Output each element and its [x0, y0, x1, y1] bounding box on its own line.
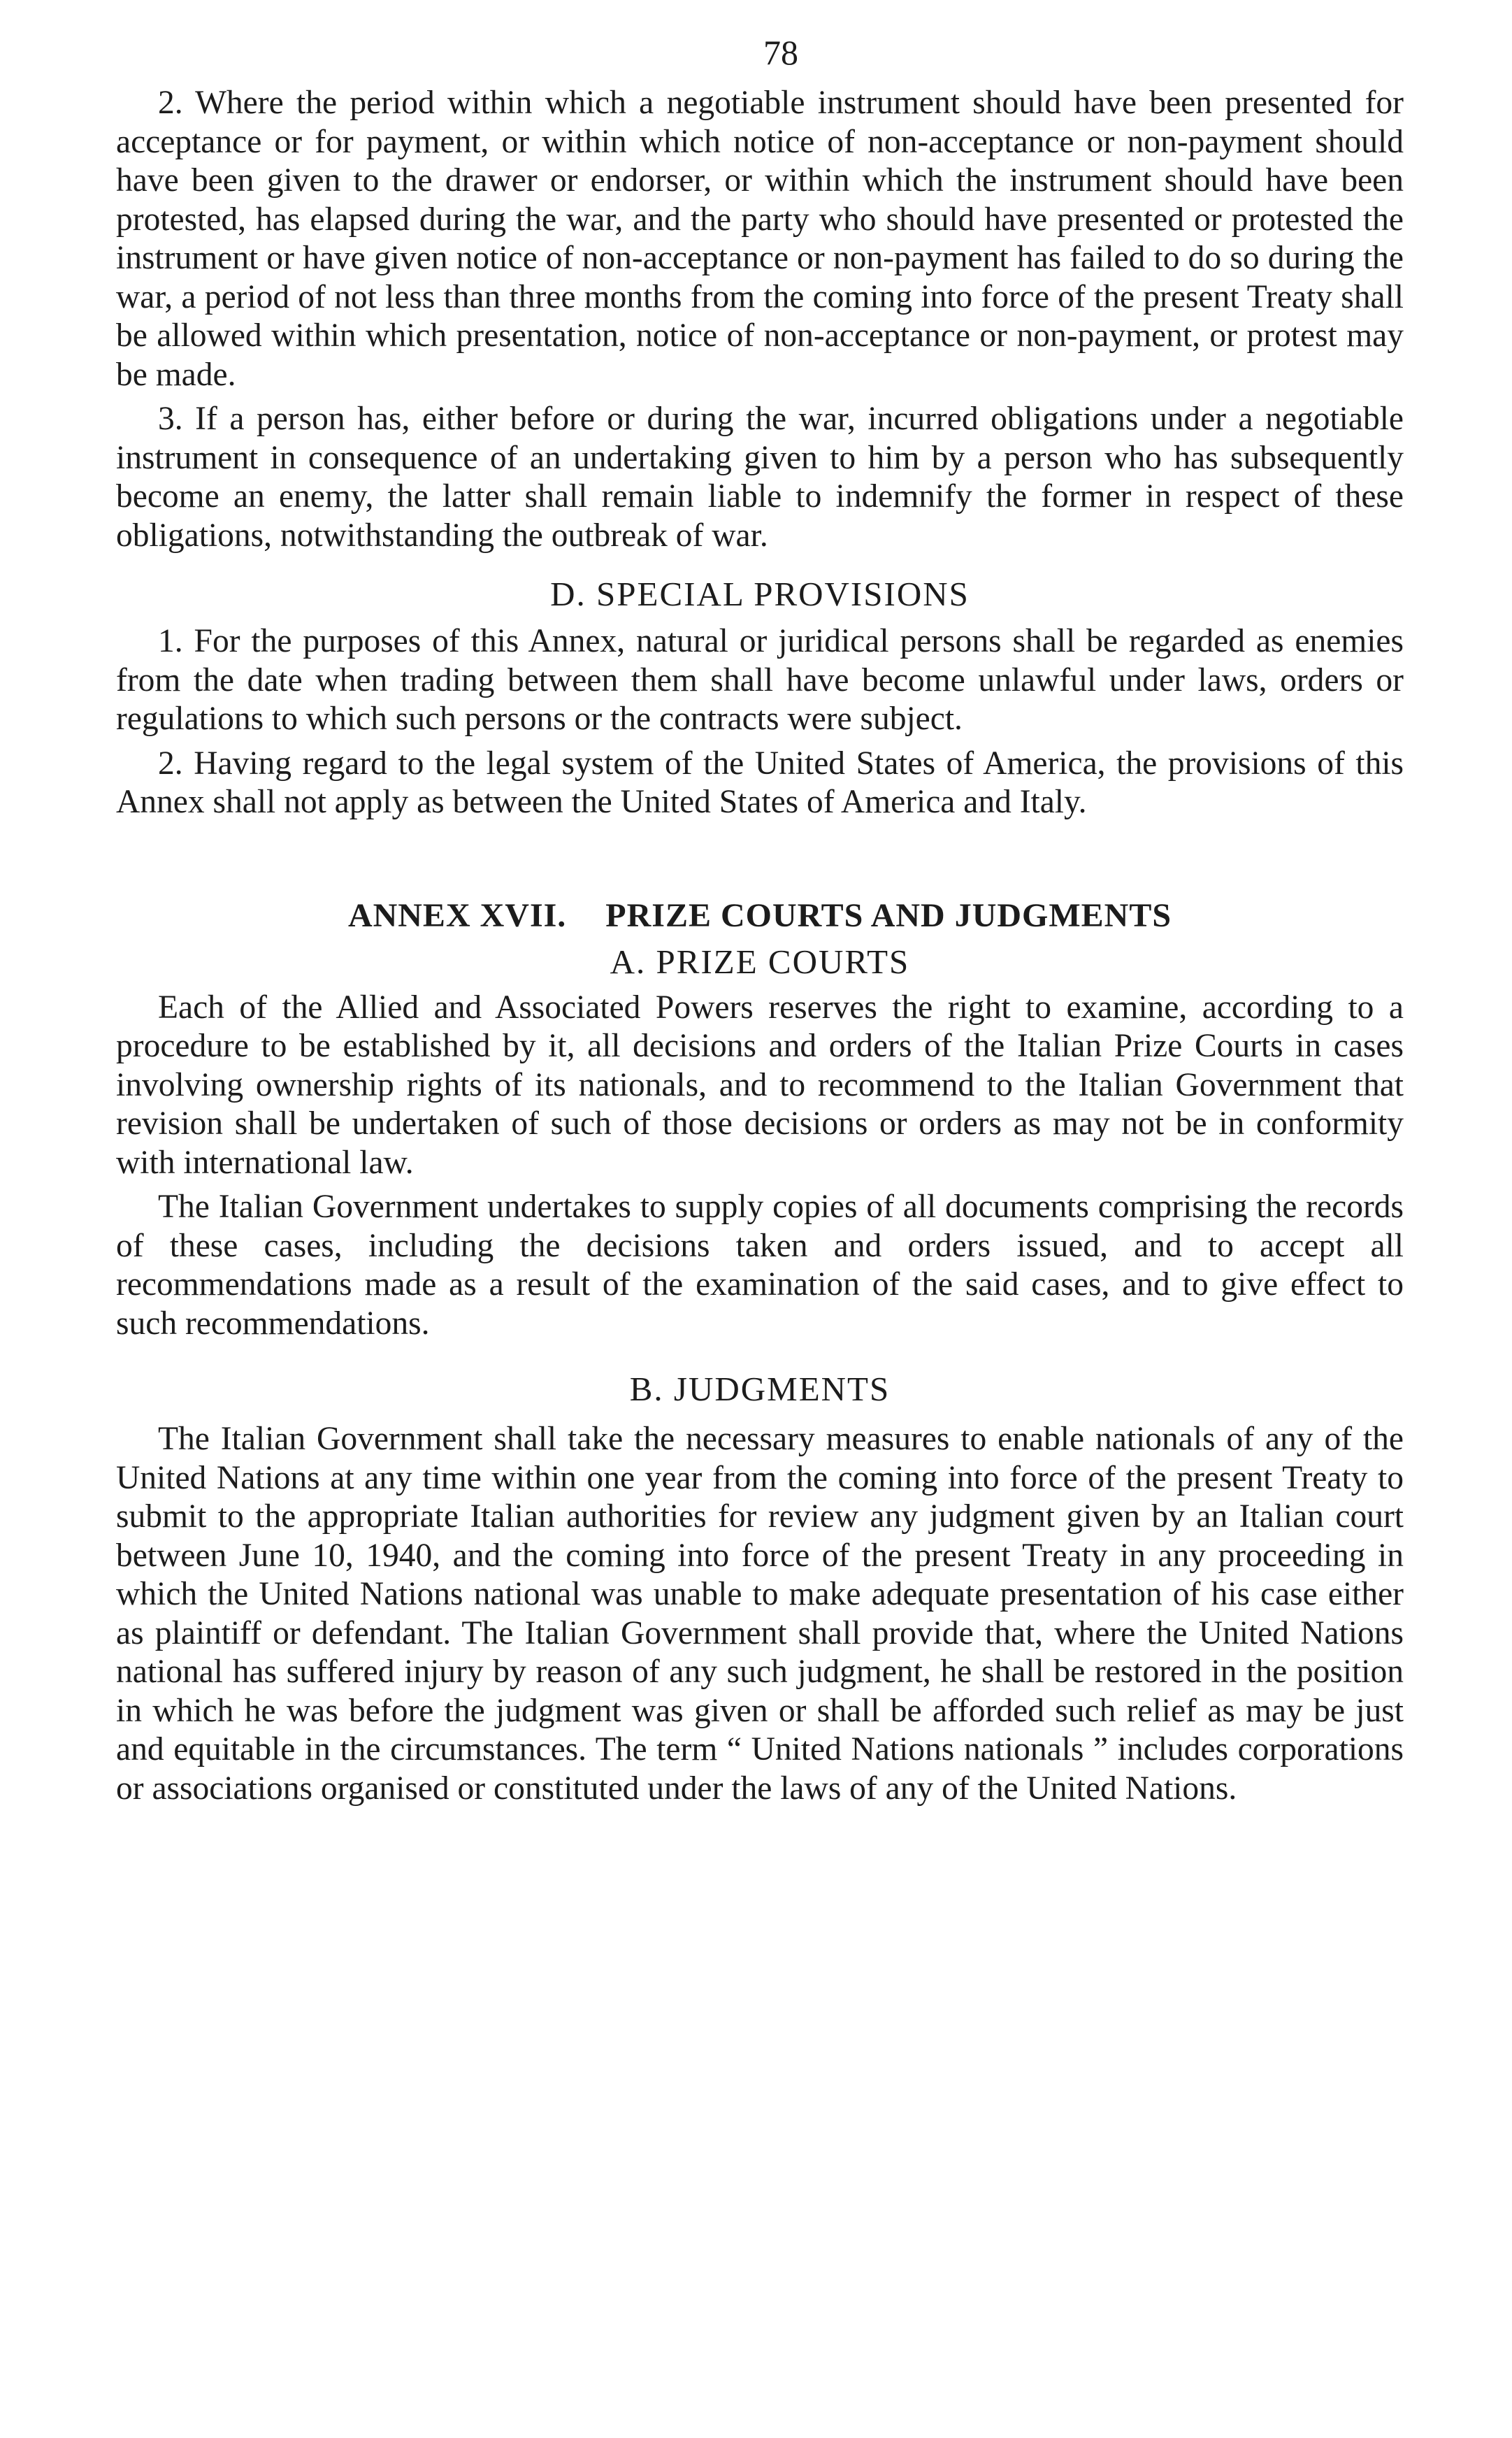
annex-title	[116, 895, 1404, 937]
paragraph-d-2: 2. Having regard to the legal system of the United States of America, the provisions of this Annex shall not apply as between the United States of America and Italy.	[116, 745, 1404, 820]
annex-label: ANNEX XVII.	[347, 896, 567, 934]
paragraph-b-1: The Italian Government shall take the necessary measures to enable nationals of any of the United Nations at any time within one year from the coming into force of the present Treaty to submit to the appropriate Italian authorities for review any judgment given by an Italian court between June 10, 1940, and the coming into force of the present Treaty in any proceeding in which the United Nations national was unable to make adequate presentation of his case either as plaintiff or defendant. The Italian Government shall provide that, where the United Nations national has suffered injury by reason of any such judgment, he shall be restored in the position in which he was before the judgment was given or shall be afforded such relief as may be just and equitable in the circumstances. The term “ United Nations nationals ” includes corporations or associations organised or constituted under the laws of any of the United Nations.	[116, 1421, 1404, 1807]
page-number: 78	[763, 33, 798, 72]
paragraph-d-1: 1. For the purposes of this Annex, natural or juridical persons shall be regarded as enemies from the date when trading between them shall have become unlawful under laws, orders or regulations to which such persons or the contracts were subject.	[116, 623, 1404, 737]
paragraph-a-1: Each of the Allied and Associated Powers reserves the right to examine, according to a procedure to be established by it, all decisions and orders of the Italian Prize Courts in cases involving ownership rights of its nationals, and to recommend to the Italian Government that revision shall be undertaken of such of those decisions or orders as may not be in conformity with international law.	[116, 989, 1404, 1181]
annex-heading: PRIZE COURTS AND JUDGMENTS	[605, 896, 1172, 934]
section-d-heading: D. SPECIAL PROVISIONS	[550, 575, 970, 613]
paragraph-a-2: The Italian Government undertakes to supply copies of all documents comprising the records of these cases, including the decisions taken and orders issued, and to accept all recommendations made as a result of the examination of the said cases, and to give effect to such recommendations.	[116, 1189, 1404, 1342]
section-b-heading: B. JUDGMENTS	[629, 1370, 891, 1408]
section-a-heading: A. PRIZE COURTS	[610, 942, 910, 981]
document-page	[116, 28, 1404, 1808]
paragraph-c-2: 2. Where the period within which a negotiable instrument should have been presented for acceptance or for payment, or within which notice of non-acceptance or non-payment should have been given to the drawer or endorser, or within which the instrument should have been protested, has elapsed during the war, and the party who should have presented or protested the instrument or have given notice of non-acceptance or non-payment has failed to do so during the war, a period of not less than three months from the coming into force of the present Treaty shall be allowed within which presentation, notice of non-acceptance or non-payment, or protest may be made.	[116, 85, 1404, 393]
paragraph-c-3: 3. If a person has, either before or during the war, incurred obligations under a negotiable instrument in consequence of an undertaking given to him by a person who has subsequently become an enemy, the latter shall remain liable to indemnify the former in respect of these obligations, notwithstanding the outbreak of war.	[116, 401, 1404, 554]
